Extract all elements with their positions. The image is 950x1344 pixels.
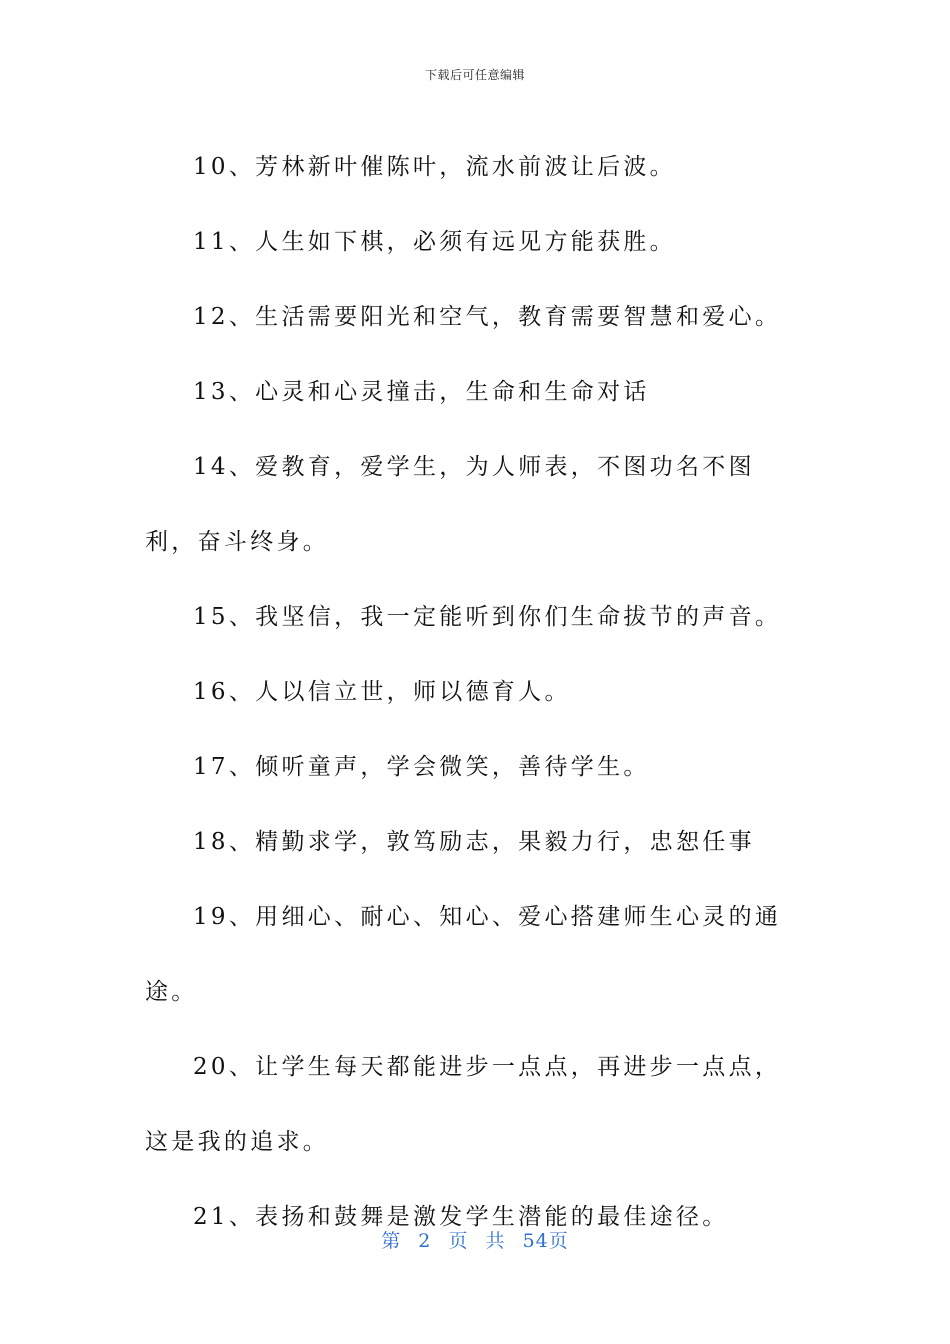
paragraph-14: 14、爱教育，爱学生，为人师表，不图功名不图利，奋斗终身。 xyxy=(145,454,755,555)
paragraph-15: 15、我坚信，我一定能听到你们生命拔节的声音。 xyxy=(193,604,782,630)
paragraph-21: 21、表扬和鼓舞是激发学生潜能的最佳途径。 xyxy=(193,1204,729,1230)
paragraph-10: 10、芳林新叶催陈叶，流水前波让后波。 xyxy=(193,154,676,180)
paragraph-11: 11、人生如下棋，必须有远见方能获胜。 xyxy=(193,229,676,255)
document-body xyxy=(145,130,797,1255)
footer-prefix: 第 xyxy=(381,1230,402,1252)
paragraph-13: 13、心灵和心灵撞击，生命和生命对话 xyxy=(193,379,650,405)
page-footer xyxy=(0,1226,950,1253)
paragraph-19: 19、用细心、耐心、知心、爱心搭建师生心灵的通途。 xyxy=(145,904,782,1005)
paragraph-18: 18、精勤求学，敦笃励志，果毅力行，忠恕任事 xyxy=(193,829,755,855)
paragraph-17: 17、倾听童声，学会微笑，善待学生。 xyxy=(193,754,650,780)
paragraph-16: 16、人以信立世，师以德育人。 xyxy=(193,679,571,705)
footer-total-word: 共 xyxy=(485,1230,506,1252)
page-header: 下载后可任意编辑 xyxy=(424,68,525,82)
paragraph-20: 20、让学生每天都能进步一点点，再进步一点点，这是我的追求。 xyxy=(145,1054,782,1155)
footer-page-word: 页 xyxy=(448,1230,469,1252)
footer-current-page: 2 xyxy=(418,1230,432,1252)
footer-total-pages: 54页 xyxy=(522,1230,569,1252)
paragraph-12: 12、生活需要阳光和空气，教育需要智慧和爱心。 xyxy=(193,304,782,330)
